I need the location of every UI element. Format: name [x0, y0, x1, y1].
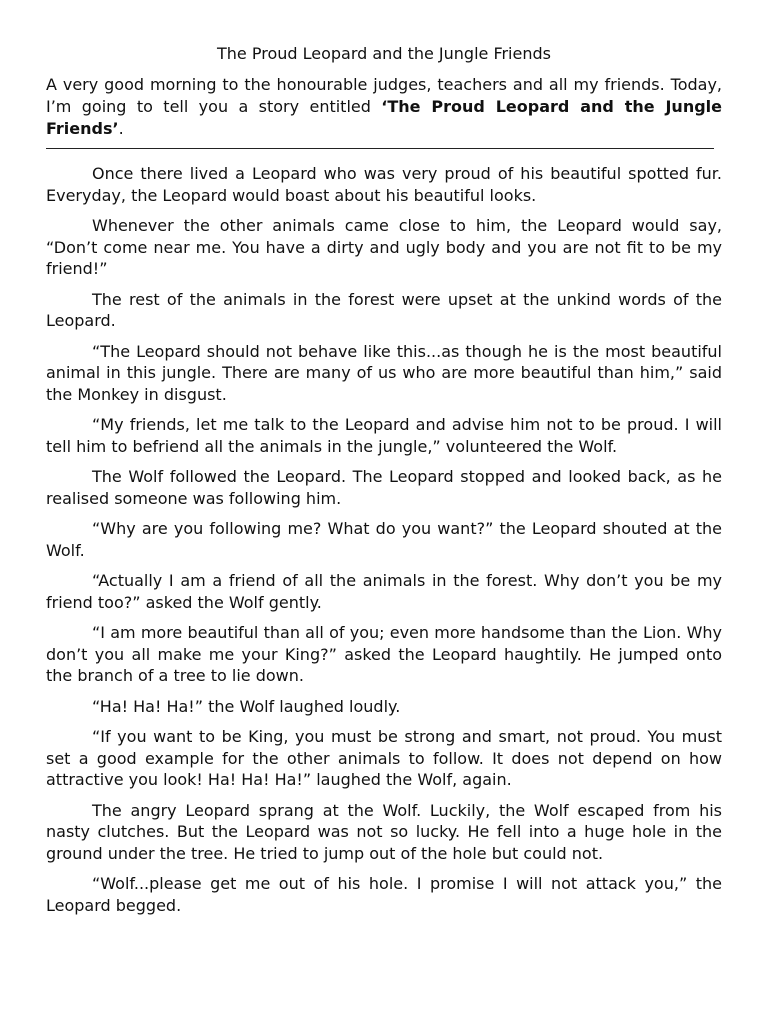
- story-paragraph: “Wolf...please get me out of his hole. I promise I will not attack you,” the Leopard begged.: [46, 874, 722, 915]
- story-paragraph: “I am more beautiful than all of you; even more handsome than the Lion. Why don’t you all make me your King?” asked the Leopard haughtily. He jumped onto the branch of a tree to lie down.: [46, 623, 722, 685]
- story-paragraph: Once there lived a Leopard who was very proud of his beautiful spotted fur. Everyday, the Leopard would boast about his beautiful looks.: [46, 164, 722, 205]
- story-paragraph: “If you want to be King, you must be strong and smart, not proud. You must set a good example for the other animals to follow. It does not depend on how attractive you look! Ha! Ha! Ha!” laughed the Wolf, again.: [46, 727, 722, 789]
- story-paragraph: “Ha! Ha! Ha!” the Wolf laughed loudly.: [92, 696, 401, 716]
- intro-story-title: ‘The Proud Leopard and the Jungle Friends’: [46, 97, 722, 138]
- story-paragraph: The Wolf followed the Leopard. The Leopard stopped and looked back, as he realised someone was following him.: [46, 467, 722, 508]
- intro-text: A very good morning to the honourable judges, teachers and all my friends. Today, I’m going to tell you a story entitled: [46, 75, 722, 116]
- page-title: The Proud Leopard and the Jungle Friends: [217, 44, 551, 63]
- story-paragraph: The rest of the animals in the forest were upset at the unkind words of the Leopard.: [46, 289, 722, 330]
- document-page: [46, 44, 722, 925]
- story-paragraph: “Why are you following me? What do you want?” the Leopard shouted at the Wolf.: [46, 519, 722, 560]
- story-paragraph: The angry Leopard sprang at the Wolf. Luckily, the Wolf escaped from his nasty clutches. But the Leopard was not so lucky. He fell into a huge hole in the ground under the tree. He tried to jump out of the hole but could not.: [46, 800, 722, 863]
- story-body: [46, 163, 722, 916]
- story-paragraph: “My friends, let me talk to the Leopard and advise him not to be proud. I will tell him to befriend all the animals in the jungle,” volunteered the Wolf.: [46, 415, 722, 456]
- story-paragraph: “The Leopard should not behave like this...as though he is the most beautiful animal in this jungle. There are many of us who are more beautiful than him,” said the Monkey in disgust.: [46, 341, 722, 404]
- divider-line: [46, 148, 714, 149]
- story-paragraph: “Actually I am a friend of all the animals in the forest. Why don’t you be my friend too?” asked the Wolf gently.: [46, 571, 722, 612]
- intro-text-end: .: [118, 119, 124, 138]
- intro-paragraph: [46, 74, 722, 140]
- story-paragraph: Whenever the other animals came close to him, the Leopard would say, “Don’t come near me. You have a dirty and ugly body and you are not fit to be my friend!”: [46, 216, 722, 278]
